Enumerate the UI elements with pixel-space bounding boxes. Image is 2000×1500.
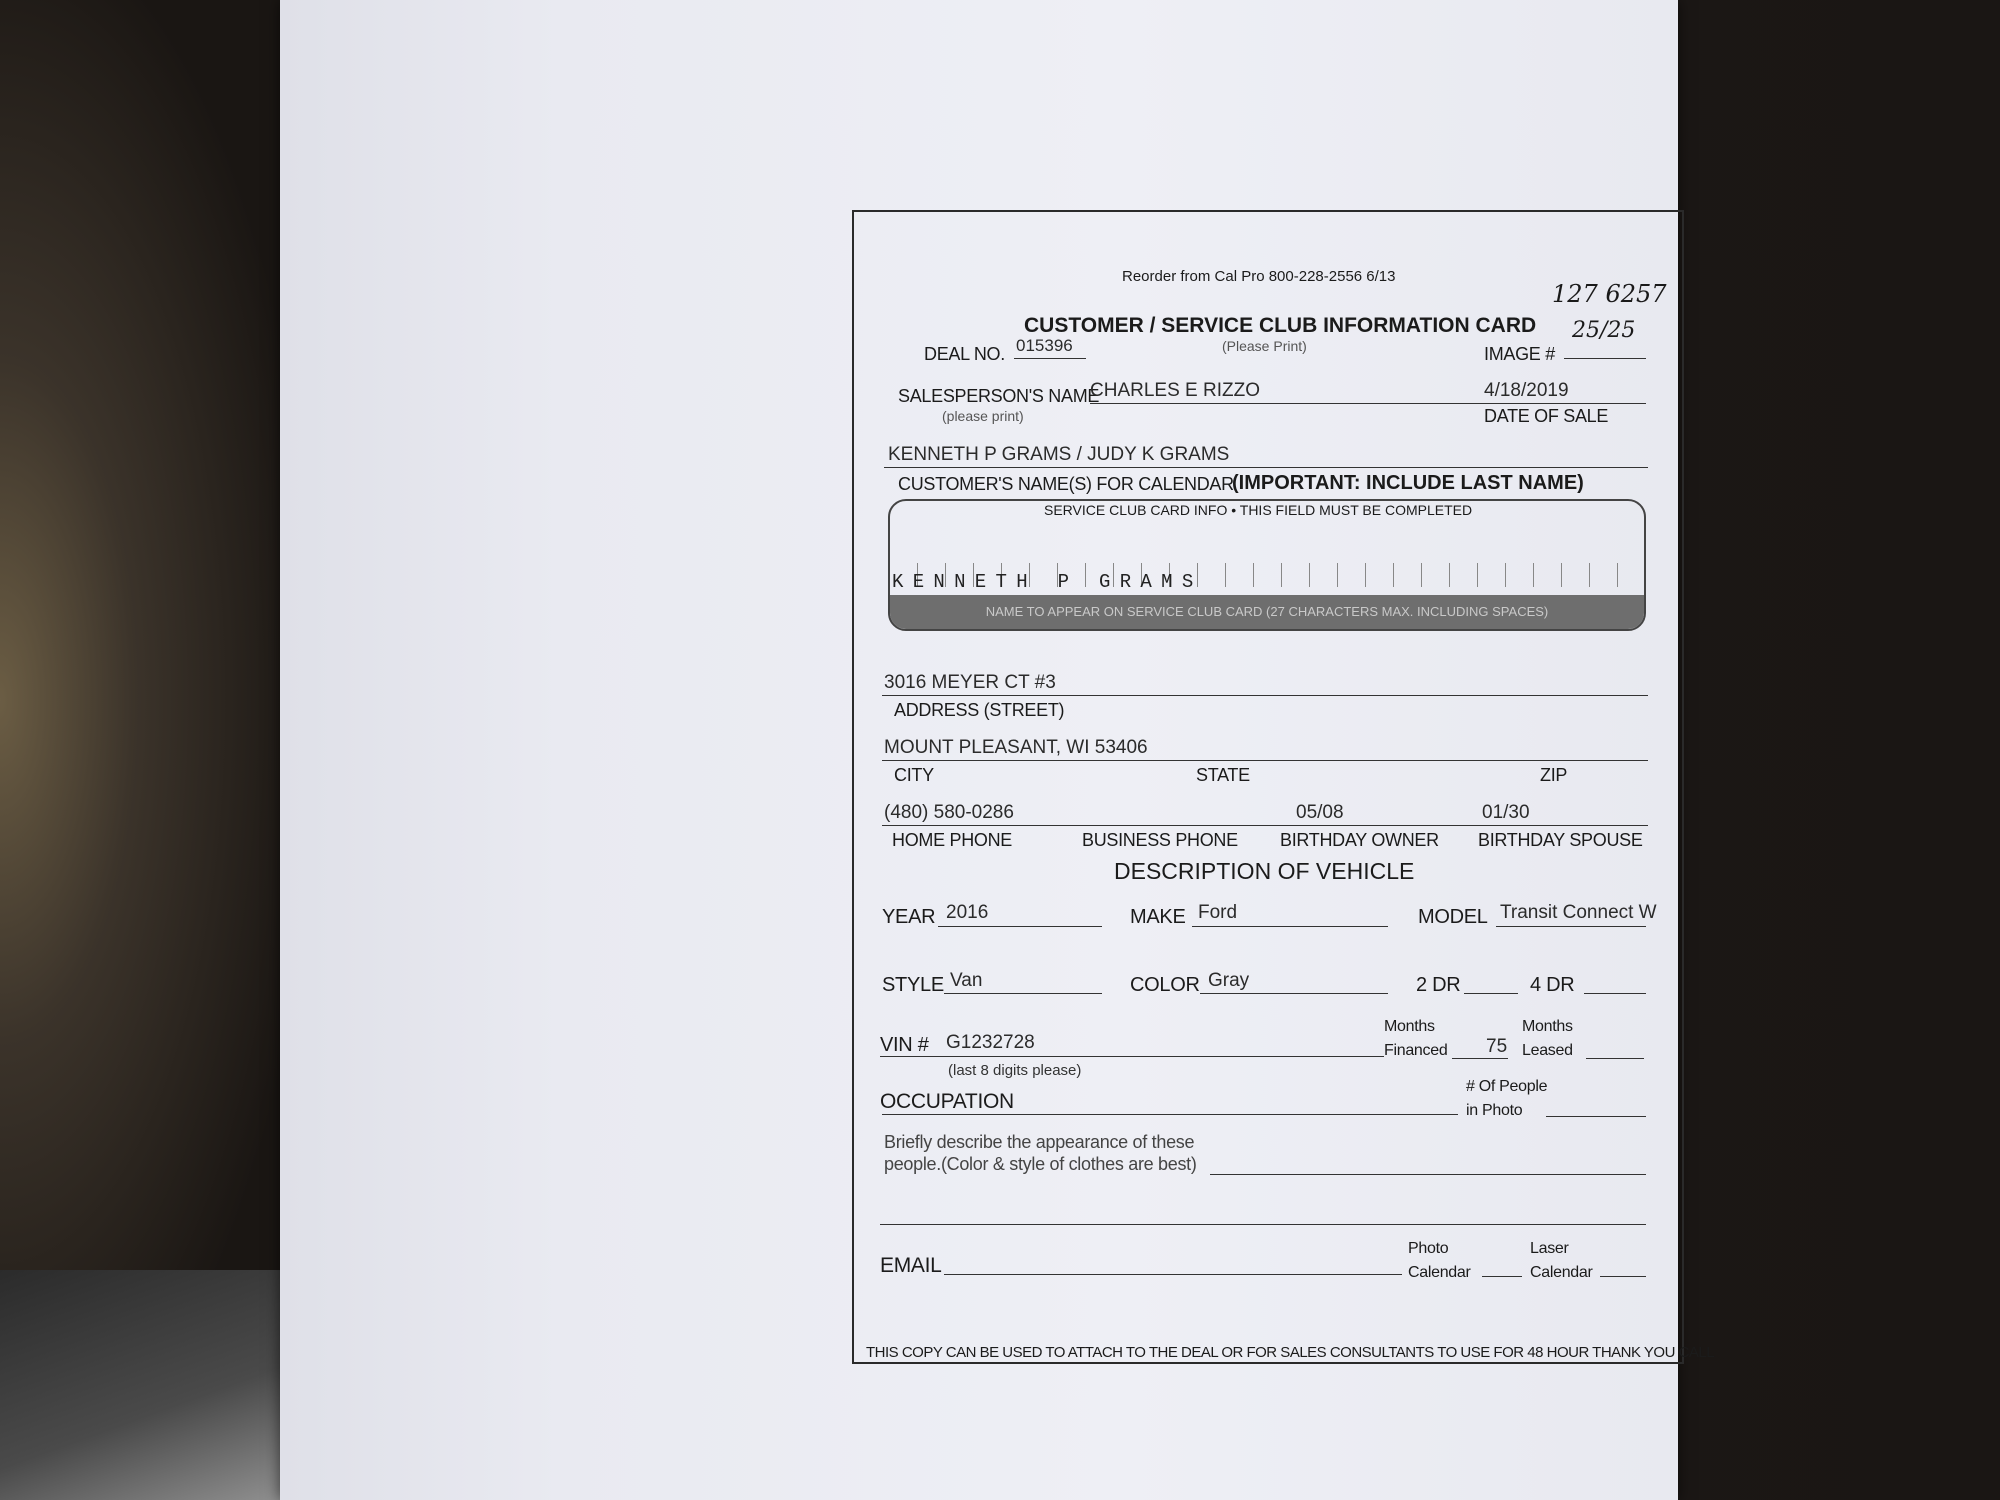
year-line	[938, 926, 1102, 927]
city-value[interactable]: MOUNT PLEASANT, WI 53406	[884, 737, 1148, 758]
four-door-label: 4 DR	[1530, 974, 1575, 996]
vin-label: VIN #	[880, 1034, 929, 1056]
style-value[interactable]: Van	[950, 970, 983, 991]
service-club-heading: SERVICE CLUB CARD INFO • THIS FIELD MUST BE COMPLETED	[1044, 502, 1473, 518]
form-footer: THIS COPY CAN BE USED TO ATTACH TO THE DEAL OR FOR SALES CONSULTANTS TO USE FOR 48 HOUR THANK YOU CALL	[866, 1344, 1715, 1361]
photo-calendar-label-1: Photo	[1408, 1240, 1449, 1257]
phones-line	[882, 825, 1648, 826]
service-club-card-box[interactable]	[888, 499, 1646, 631]
salesperson-line	[1090, 403, 1646, 404]
describe-line-2[interactable]	[880, 1224, 1646, 1225]
city-line	[882, 760, 1648, 761]
laser-calendar-label-2: Calendar	[1530, 1264, 1593, 1281]
salesperson-sublabel: (please print)	[942, 408, 1024, 424]
image-number-label: IMAGE #	[1484, 344, 1555, 364]
email-label: EMAIL	[880, 1254, 942, 1277]
people-in-photo-label-2: in Photo	[1466, 1102, 1523, 1119]
email-line[interactable]	[944, 1274, 1402, 1275]
salesperson-value[interactable]: CHARLES E RIZZO	[1090, 380, 1260, 401]
months-leased-label-2: Leased	[1522, 1042, 1573, 1059]
deal-number-label: DEAL NO.	[924, 344, 1005, 364]
make-label: MAKE	[1130, 906, 1186, 928]
home-phone-label: HOME PHONE	[892, 830, 1013, 850]
handwritten-image-number: 25/25	[1572, 318, 1636, 343]
photo-calendar-line[interactable]	[1482, 1276, 1522, 1277]
vin-note: (last 8 digits please)	[948, 1062, 1082, 1079]
date-of-sale-label: DATE OF SALE	[1484, 406, 1609, 426]
birthday-owner-value[interactable]: 05/08	[1296, 802, 1344, 823]
service-club-name-value: KENNETH P GRAMS	[892, 571, 1203, 593]
business-phone-label: BUSINESS PHONE	[1082, 830, 1238, 850]
make-line	[1192, 926, 1388, 927]
months-financed-value[interactable]: 75	[1486, 1036, 1508, 1057]
address-line	[882, 695, 1648, 696]
salesperson-label: SALESPERSON'S NAME	[898, 386, 1100, 406]
deal-number-field	[924, 344, 1005, 365]
laser-calendar-label-1: Laser	[1530, 1240, 1569, 1257]
color-line	[1200, 993, 1388, 994]
handwritten-number: 127 6257	[1552, 280, 1667, 308]
months-leased-label-1: Months	[1522, 1018, 1573, 1035]
customer-names-line	[884, 467, 1648, 468]
vehicle-heading: DESCRIPTION OF VEHICLE	[1114, 858, 1415, 884]
vin-value[interactable]: G1232728	[946, 1032, 1035, 1053]
four-door-line[interactable]	[1584, 993, 1646, 994]
reorder-text: Reorder from Cal Pro 800-228-2556 6/13	[1122, 268, 1396, 285]
months-financed-label-1: Months	[1384, 1018, 1435, 1035]
year-value[interactable]: 2016	[946, 902, 989, 923]
photo-calendar-label-2: Calendar	[1408, 1264, 1471, 1281]
two-door-line[interactable]	[1464, 993, 1518, 994]
model-line	[1496, 926, 1646, 927]
city-label: CITY	[894, 765, 934, 785]
model-value[interactable]: Transit Connect W	[1500, 902, 1657, 923]
months-financed-label-2: Financed	[1384, 1042, 1448, 1059]
important-note: (IMPORTANT: INCLUDE LAST NAME)	[1232, 472, 1584, 494]
people-in-photo-label-1: # Of People	[1466, 1078, 1548, 1095]
people-in-photo-line[interactable]	[1546, 1116, 1646, 1117]
occupation-label: OCCUPATION	[880, 1090, 1014, 1113]
year-label: YEAR	[882, 906, 936, 928]
please-print-note: (Please Print)	[1222, 338, 1307, 354]
make-value[interactable]: Ford	[1198, 902, 1238, 923]
birthday-spouse-value[interactable]: 01/30	[1482, 802, 1530, 823]
birthday-spouse-label: BIRTHDAY SPOUSE	[1478, 830, 1643, 850]
describe-text-line-1: Briefly describe the appearance of these	[884, 1132, 1195, 1152]
months-leased-line[interactable]	[1586, 1058, 1644, 1059]
style-label: STYLE	[882, 974, 944, 996]
describe-line-1[interactable]	[1210, 1174, 1646, 1175]
customer-names-label: CUSTOMER'S NAME(S) FOR CALENDAR	[898, 474, 1234, 494]
deal-number-line	[1014, 358, 1086, 359]
customer-names-value[interactable]: KENNETH P GRAMS / JUDY K GRAMS	[888, 444, 1230, 465]
image-number-line	[1564, 358, 1646, 359]
describe-text-line-2: people.(Color & style of clothes are best)	[884, 1154, 1197, 1174]
birthday-owner-label: BIRTHDAY OWNER	[1280, 830, 1439, 850]
vin-line	[880, 1056, 1384, 1057]
model-label: MODEL	[1418, 906, 1488, 928]
color-value[interactable]: Gray	[1208, 970, 1250, 991]
color-label: COLOR	[1130, 974, 1200, 996]
laser-calendar-line[interactable]	[1600, 1276, 1646, 1277]
zip-label: ZIP	[1540, 765, 1568, 785]
form-title: CUSTOMER / SERVICE CLUB INFORMATION CARD	[1024, 314, 1537, 337]
state-label: STATE	[1196, 765, 1250, 785]
service-club-footer: NAME TO APPEAR ON SERVICE CLUB CARD (27 CHARACTERS MAX. INCLUDING SPACES)	[890, 595, 1644, 629]
address-value[interactable]: 3016 MEYER CT #3	[884, 672, 1056, 693]
style-line	[944, 993, 1102, 994]
home-phone-value[interactable]: (480) 580-0286	[884, 802, 1014, 823]
desk-corner	[0, 1270, 280, 1500]
deal-number-value[interactable]: 015396	[1016, 336, 1073, 355]
information-card-form	[852, 210, 1715, 1364]
address-label: ADDRESS (STREET)	[894, 700, 1065, 720]
date-of-sale-value[interactable]: 4/18/2019	[1484, 380, 1569, 401]
paper-sheet	[280, 0, 1715, 1500]
occupation-line[interactable]	[882, 1114, 1458, 1115]
two-door-label: 2 DR	[1416, 974, 1461, 996]
months-financed-line	[1452, 1058, 1508, 1059]
